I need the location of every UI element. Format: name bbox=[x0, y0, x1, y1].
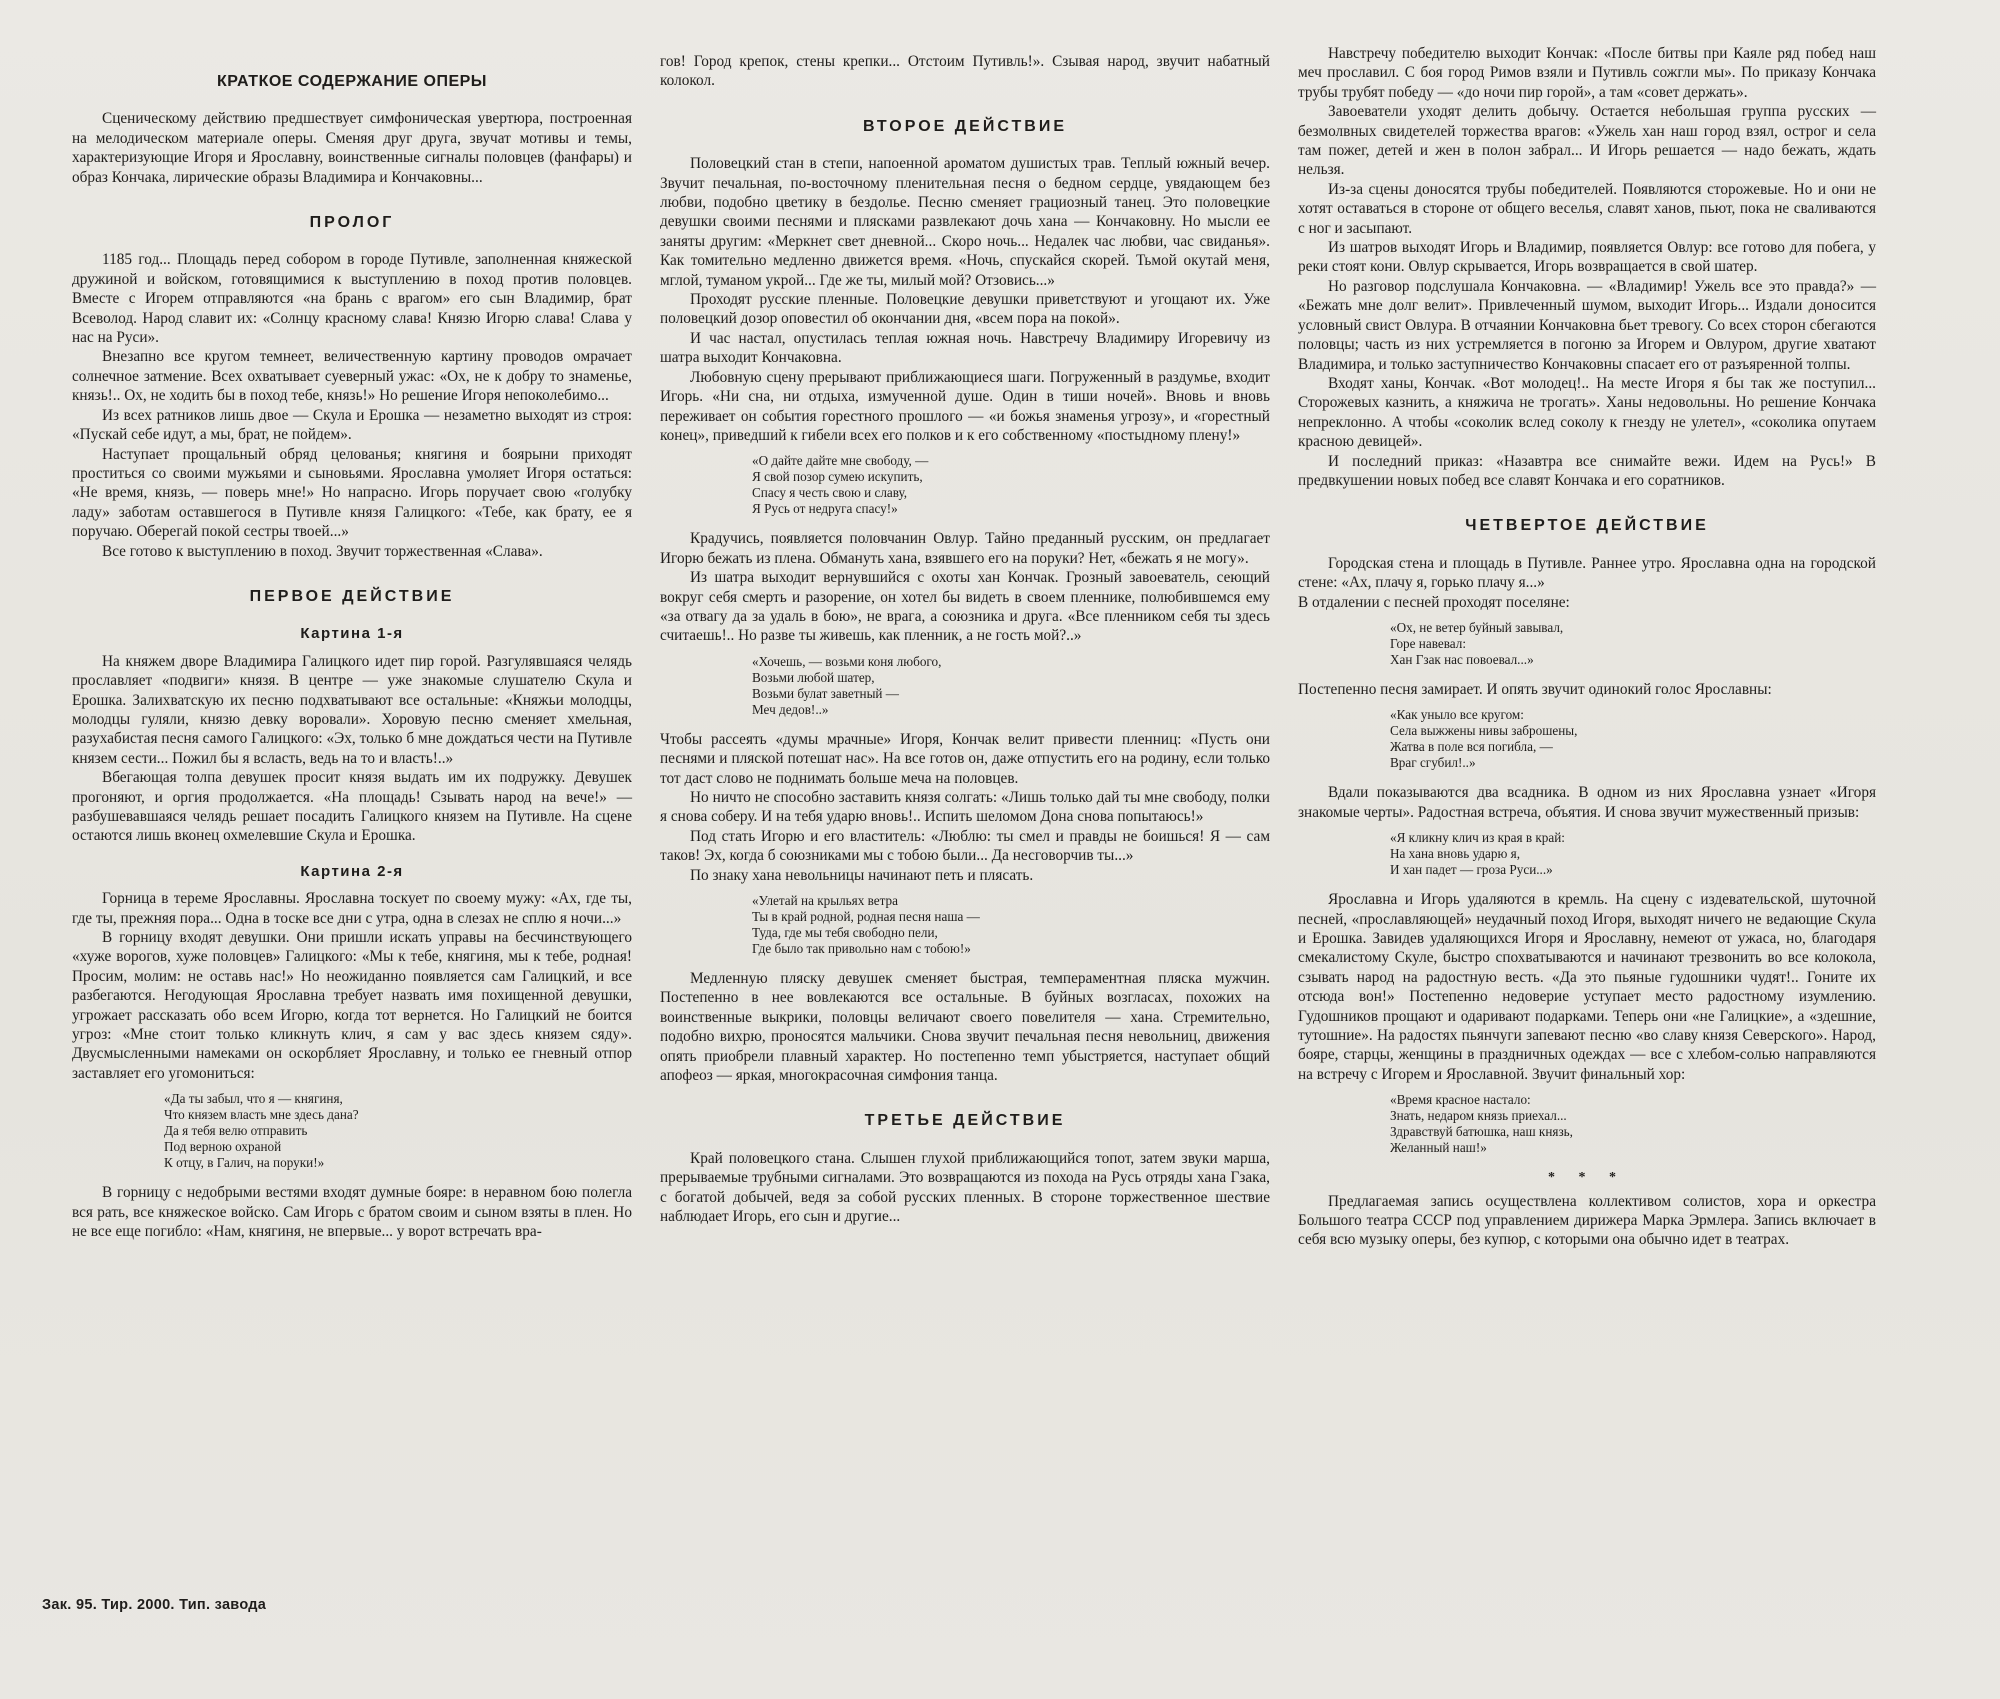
act4-paragraph: Вдали показываются два всадника. В одном из них Ярославна узнает «Игоря знакомые черты». Радостная встреча, объятия. И снова звучит мужественный призыв: bbox=[1298, 784, 1876, 821]
verse-slave-girls bbox=[752, 893, 1270, 957]
act2-paragraph: Из шатра выходит вернувшийся с охоты хан Кончак. Грозный завоеватель, сеющий вокруг себя смерть и разорение, он хотел бы видеть в своем пленнике, полюбившемся ему «за отвагу да за удаль в бою», не врага, а союзника и друга. «Все пленником себя ты здесь считаешь!.. Но разве ты живешь, как пленник, а не гость мой?..» bbox=[660, 569, 1270, 645]
act2-paragraph: Но ничто не способно заставить князя солгать: «Лишь только дай ты мне свободу, полки я снова соберу. И на тебя ударю вновь!.. Испить шеломом Дона снова попытаюсь!» bbox=[660, 788, 1270, 826]
act3-paragraph: Навстречу победителю выходит Кончак: «После битвы при Каяле ряд побед наш меч прославил. С боя город Римов взяли и Путивль сожгли мы». По приказу Кончака трубы трубят победу — «до ночи пир горой», а там «совет держать». bbox=[1298, 45, 1876, 101]
prologue-heading: ПРОЛОГ bbox=[309, 214, 395, 232]
scene1-paragraph: На княжем дворе Владимира Галицкого идет пир горой. Разгулявшаяся челядь прославляет «подвиги» князя. В центре — уже знакомые слушателю Скула и Ерошка. Залихватскую их песню подхватывают все остальные: «Княжьи молодцы, молодцы гуляли, князю девку воровали». Хоровую песню сменяет хмельная, разухабистая песня самого Галицкого: «Эх, только б мне дождаться чести на Путивле князем сести... Пожил бы я всласть, ведь на то и власть!..» bbox=[72, 652, 632, 767]
act3-paragraph: Из шатров выходят Игорь и Владимир, появляется Овлур: все готово для побега, у реки стоят кони. Овлур скрывается, Игорь возвращается в свой шатер. bbox=[1298, 239, 1876, 276]
verse-line: Горе навевал: bbox=[1390, 635, 1466, 651]
verse-line: Жатва в поле вся погибла, — bbox=[1390, 739, 1553, 755]
column-1 bbox=[72, 58, 632, 1242]
act3-paragraph: И последний приказ: «Назавтра все снимайте вежи. Идем на Русь!» В предвкушении новых побед все славят Кончака и его соратников. bbox=[1298, 452, 1876, 489]
act2-paragraph: Чтобы рассеять «думы мрачные» Игоря, Кончак велит привести пленниц: «Пусть они песнями и пляской потешат нас». На все готов он, даже отпустить его на родину, если только тот даст слово не поднимать больше меча на половцев. bbox=[660, 730, 1270, 787]
scene2-paragraph: Горница в тереме Ярославны. Ярославна тоскует по своему мужу: «Ах, где ты, где ты, прежняя пора... Одна в тоске все дни с утра, одна в слезах не сплю я ночи...» bbox=[72, 890, 632, 927]
prologue-paragraph: Внезапно все кругом темнеет, величественную картину проводов омрачает солнечное затмение. Всех охватывает суеверный ужас: «Ох, не к добру то знаменье, князь!.. Ох, не ходить бы в поход тебе, князь!» Но решение Игоря непоколебимо... bbox=[72, 348, 632, 405]
verse-line: Желанный наш!» bbox=[1390, 1140, 1487, 1156]
act3-paragraph: Из-за сцены доносятся трубы победителей. Появляются сторожевые. Но и они не хотят оставаться в стороне от общего веселья, славят ханов, пьют, пока не сваливаются с ног и засыпают. bbox=[1298, 180, 1876, 237]
verse-line: Ты в край родной, родная песня наша — bbox=[752, 909, 980, 924]
verse-line: Я свой позор сумею искупить, bbox=[752, 469, 923, 485]
verse-yaroslavna-lament bbox=[1390, 707, 1876, 771]
verse-line: Враг сгубил!..» bbox=[1390, 755, 1476, 771]
verse-line: Где было так привольно нам с тобою!» bbox=[752, 941, 971, 956]
verse-line: Туда, где мы тебя свободно пели, bbox=[752, 925, 938, 940]
column-2 bbox=[660, 52, 1270, 1226]
verse-igor-call bbox=[1390, 830, 1876, 878]
act4-paragraph: В отдалении с песней проходят поселяне: bbox=[1298, 593, 1570, 611]
verse-line: Под верною охраной bbox=[164, 1139, 282, 1155]
verse-igor-aria bbox=[752, 453, 1270, 517]
verse-line: Возьми булат заветный — bbox=[752, 685, 899, 701]
verse-line: Что князем власть мне здесь дана? bbox=[164, 1107, 359, 1123]
verse-final-chorus bbox=[1390, 1092, 1876, 1156]
scene1-paragraph: Вбегающая толпа девушек просит князя выдать им их подружку. Девушек прогоняют, и оргия продолжается. «На площадь! Сзывать народ на вече!» — разбушевавшаяся челядь решает посадить Галицкого князем на Путивле. На сцене остаются лишь вконец охмелевшие Скула и Ерошка. bbox=[72, 769, 632, 845]
act4-paragraph: Постепенно песня замирает. И опять звучит одинокий голос Ярославны: bbox=[1298, 680, 1772, 698]
overture-paragraph: Сценическому действию предшествует симфоническая увертюра, построенная на мелодическом материале оперы. Сменяя друг друга, звучат мотивы и темы, характеризующие Игоря и Ярославну, воинственные сигналы половцев (фанфары) и образ Кончака, лирические образы Владимира и Кончаковны... bbox=[72, 110, 632, 186]
act2-heading: ВТОРОЕ ДЕЙСТВИЕ bbox=[862, 117, 1067, 135]
verse-line: Здравствуй батюшка, наш князь, bbox=[1390, 1124, 1573, 1140]
verse-line: Возьми любой шатер, bbox=[752, 669, 875, 685]
prologue-paragraph: Все готово к выступлению в поход. Звучит торжественная «Слава». bbox=[102, 542, 543, 560]
verse-line: «Время красное настало: bbox=[1390, 1092, 1531, 1108]
verse-line: «О дайте дайте мне свободу, — bbox=[752, 453, 929, 469]
verse-line: «Улетай на крыльях ветра bbox=[752, 893, 899, 908]
act3-paragraph: Завоеватели уходят делить добычу. Остается небольшая группа русских — безмолвных свидетелей торжества врагов: «Ужель хан наш город взял, острог и села там пожег, детей и жен в полон забрал... И Игорь решается — надо бежать, ждать нельзя. bbox=[1298, 103, 1876, 179]
verse-line: «Я кликну клич из края в край: bbox=[1390, 830, 1565, 846]
section-divider: * * * bbox=[1548, 1170, 1626, 1186]
scene2-heading: Картина 2-я bbox=[300, 862, 404, 880]
act4-heading: ЧЕТВЕРТОЕ ДЕЙСТВИЕ bbox=[1465, 517, 1709, 535]
act4-paragraph: Ярославна и Игорь удаляются в кремль. На сцену с издевательской, шуточной песней, «прославляющей» неудачный поход Игоря, выходят ничего не ведающие Скула и Ерошка. Завидев удаляющихся Игоря и Ярославну, немеют от ужаса, но, благодаря смекалистому Скуле, быстро спохватываются и начинают трезвонить во все колокола, сзывать народ на радостную весть. «Да это пьяные гудошники чудят!.. Гоните их отсюда вон!» Постепенно недоверие уступает место радостному изумлению. Гудошников прощают и одаривают подарками. Теперь они «не Галицкие», а «здешние, тутошние». На радостях пьянчуги запевают песню «во славу князя Северского». Народ, бояре, старцы, женщины в праздничных одеждах — все с хлебом-солью направляются на встречу с Игорем и Ярославной. Звучит финальный хор: bbox=[1298, 891, 1876, 1083]
synopsis-title: КРАТКОЕ СОДЕРЖАНИЕ ОПЕРЫ bbox=[217, 73, 487, 90]
scene2-paragraph: В горницу с недобрыми вестями входят думные бояре: в неравном бою полегла вся рать, все княжеское войско. Сам Игорь с братом своим и сыном взяты в плен. Но не все еще погибло: «Нам, княгиня, не впервые... у ворот встречать вра- bbox=[72, 1184, 632, 1241]
verse-line: К отцу, в Галич, на поруки!» bbox=[164, 1155, 325, 1171]
verse-line: Спасу я честь свою и славу, bbox=[752, 485, 908, 501]
act3-paragraph: Но разговор подслушала Кончаковна. — «Владимир! Ужель все это правда?» — «Бежать мне долг велит». Привлеченный шумом, выходит Игорь... Издали доносится условный свист Овлура. В отчаянии Кончаковна бьет тревогу. Со всех сторон сбегаются половцы; часть из них устремляется в погоню за Игорем и Овлуром, другие хватают Владимира, и только заступничество Кончаковны спасает его от разъяренной толпы. bbox=[1298, 277, 1876, 373]
act2-paragraph: Крадучись, появляется половчанин Овлур. Тайно преданный русским, он предлагает Игорю бежать из плена. Обмануть хана, взявшего его на поруки? Нет, «бежать я не могу». bbox=[660, 530, 1270, 567]
verse-line: «Как уныло все кругом: bbox=[1390, 707, 1524, 723]
print-imprint: Зак. 95. Тир. 2000. Тип. завода bbox=[42, 1597, 267, 1613]
act1-heading: ПЕРВОЕ ДЕЙСТВИЕ bbox=[249, 587, 455, 605]
verse-line: Я Русь от недруга спасу!» bbox=[752, 501, 898, 517]
verse-yaroslavna bbox=[164, 1091, 632, 1171]
verse-line: Села выжжены нивы заброшены, bbox=[1390, 723, 1578, 739]
scene2-paragraph: В горницу входят девушки. Они пришли искать управы на бесчинствующего «хуже ворогов, хуже половцев» Галицкого: «Мы к тебе, княгиня, мы к тебе, родная! Просим, молим: не оставь нас!» Но неожиданно появляется сам Галицкий, и все разбегаются. Негодующая Ярославна требует назвать имя похищенной девушки, угрожает рассказать обо всем Игорю, когда тот вернется. Но Галицкий не боится угроз: «Мне стоит только кликнуть клич, я сам у вас здесь князем сяду». Двусмысленными намеками он оскорбляет Ярославну, и только ее гневный отпор заставляет его угомониться: bbox=[72, 929, 632, 1082]
act2-paragraph: Проходят русские пленные. Половецкие девушки приветствуют и угощают их. Уже половецкий дозор оповестил об окончании дня, «всем пора на покой». bbox=[660, 291, 1270, 328]
verse-line: И хан падет — гроза Руси...» bbox=[1390, 862, 1553, 878]
continuation-paragraph: гов! Город крепок, стены крепки... Отстоим Путивль!». Сзывая народ, звучит набатный колокол. bbox=[660, 53, 1270, 90]
prologue-paragraph: Из всех ратников лишь двое — Скула и Ерошка — незаметно выходят из строя: «Пускай себе идут, а мы, брат, не пойдем». bbox=[72, 406, 632, 444]
verse-line: Знать, недаром князь приехал... bbox=[1390, 1108, 1567, 1124]
column-3 bbox=[1298, 44, 1876, 1250]
verse-konchak bbox=[752, 654, 1270, 718]
act2-paragraph: Медленную пляску девушек сменяет быстрая, темпераментная пляска мужчин. Постепенно в нее вовлекаются все остальные. В буйных возгласах, похожих на воинственные выкрики, половцы величают своего повелителя — хана. Стремительно, подобно вихрю, проносятся мальчики. Снова звучит печальная песня невольниц, движения опять приобрели плавный характер. Но постепенно темп убыстряется, наступает общий апофеоз — яркая, многокрасочная симфония танца. bbox=[660, 970, 1270, 1085]
act2-paragraph: Половецкий стан в степи, напоенной ароматом душистых трав. Теплый южный вечер. Звучит печальная, по-восточному пленительная песня о бедном сердце, увядающем без любви, подобно цветику в бездолье. Песню сменяет грациозный танец. Это половецкие девушки своими песнями и плясками развлекают дочь хана — Кончаковну. Но мысли ее заняты другим: «Меркнет свет дневной... Скоро ночь... Недалек час любви, час свиданья». Как томительно медленно движется время. «Ночь, спускайся скорей. Тьмой окутай меня, мглой, туманом укрой... Где же ты, милый мой? Отзовись...» bbox=[660, 155, 1270, 289]
act2-paragraph: По знаку хана невольницы начинают петь и плясать. bbox=[690, 866, 1034, 884]
act2-paragraph: И час настал, опустилась теплая южная ночь. Навстречу Владимиру Игоревичу из шатра выходит Кончаковна. bbox=[660, 329, 1270, 367]
verse-line: Хан Гзак нас повоевал...» bbox=[1390, 651, 1534, 667]
verse-villagers bbox=[1390, 620, 1876, 668]
verse-line: «Хочешь, — возьми коня любого, bbox=[752, 653, 942, 669]
prologue-paragraph: Наступает прощальный обряд целованья; княгиня и боярыни приходят проститься со своими мужьями и сыновьями. Ярославна умоляет Игоря остаться: «Не время, князь, — поверь мне!» Но напрасно. Игорь поручает свою «голубку ладу» заботам оставшегося в Путивле князя Галицкого: «Тебе, как брату, ее я поручаю. Оберегай покой сестры твоей...» bbox=[72, 445, 632, 541]
verse-line: Меч дедов!..» bbox=[752, 701, 829, 717]
act4-paragraph: Городская стена и площадь в Путивле. Раннее утро. Ярославна одна на городской стене: «Ах, плачу я, горько плачу я...» bbox=[1298, 554, 1876, 592]
recording-note: Предлагаемая запись осуществлена коллективом солистов, хора и оркестра Большого театра СССР под управлением дирижера Марка Эрмлера. Запись включает в себя всю музыку оперы, без купюр, с которыми она обычно идет в театрах. bbox=[1298, 1192, 1876, 1249]
verse-line: Да я тебя велю отправить bbox=[164, 1123, 308, 1139]
prologue-paragraph: 1185 год... Площадь перед собором в городе Путивле, заполненная княжеской дружиной и войском, готовящимися к выступлению в поход против половцев. Вместе с Игорем отправляются «на брань с врагом» его сын Владимир, брат Всеволод. Народ славит их: «Солнцу красному слава! Князю Игорю слава! Слава у нас на Руси». bbox=[72, 251, 632, 347]
verse-line: «Ох, не ветер буйный завывал, bbox=[1390, 619, 1564, 635]
act3-heading: ТРЕТЬЕ ДЕЙСТВИЕ bbox=[864, 1112, 1066, 1130]
act2-paragraph: Под стать Игорю и его властитель: «Люблю: ты смел и правды не боишься! Я — сам таков! Эх, когда б союзниками мы с тобою были... Да несговорчив ты...» bbox=[660, 827, 1270, 865]
verse-line: На хана вновь ударю я, bbox=[1390, 846, 1521, 862]
scene1-heading: Картина 1-я bbox=[300, 625, 404, 643]
verse-line: «Да ты забыл, что я — княгиня, bbox=[164, 1091, 343, 1107]
act3-paragraph: Входят ханы, Кончак. «Вот молодец!.. На месте Игоря я бы так же поступил... Сторожевых казнить, а княжича не трогать». Ханы недовольны. Но решение Кончака непреклонно. А чтобы «соколик вслед соколу к гнезду не улетел», «соколика опутаем красною девицей». bbox=[1298, 374, 1876, 451]
act3-paragraph: Край половецкого стана. Слышен глухой приближающийся топот, затем звуки марша, прерываемые трубными сигналами. Это возвращаются из похода на Русь отряды хана Гзака, с богатой добычей, ведя за собой русских пленных. В стороне торжественное шествие наблюдает Игорь, его сын и другие... bbox=[660, 1149, 1270, 1226]
act2-paragraph: Любовную сцену прерывают приближающиеся шаги. Погруженный в раздумье, входит Игорь. «Ни сна, ни отдыха, измученной душе. Один в тиши ночей». Вновь и вновь переживает он события горестного прошлого — «и божья знаменья угрозу», и «горестный конец», приведший к гибели всех его полков и к его собственному «постыдному плену!» bbox=[660, 368, 1270, 444]
